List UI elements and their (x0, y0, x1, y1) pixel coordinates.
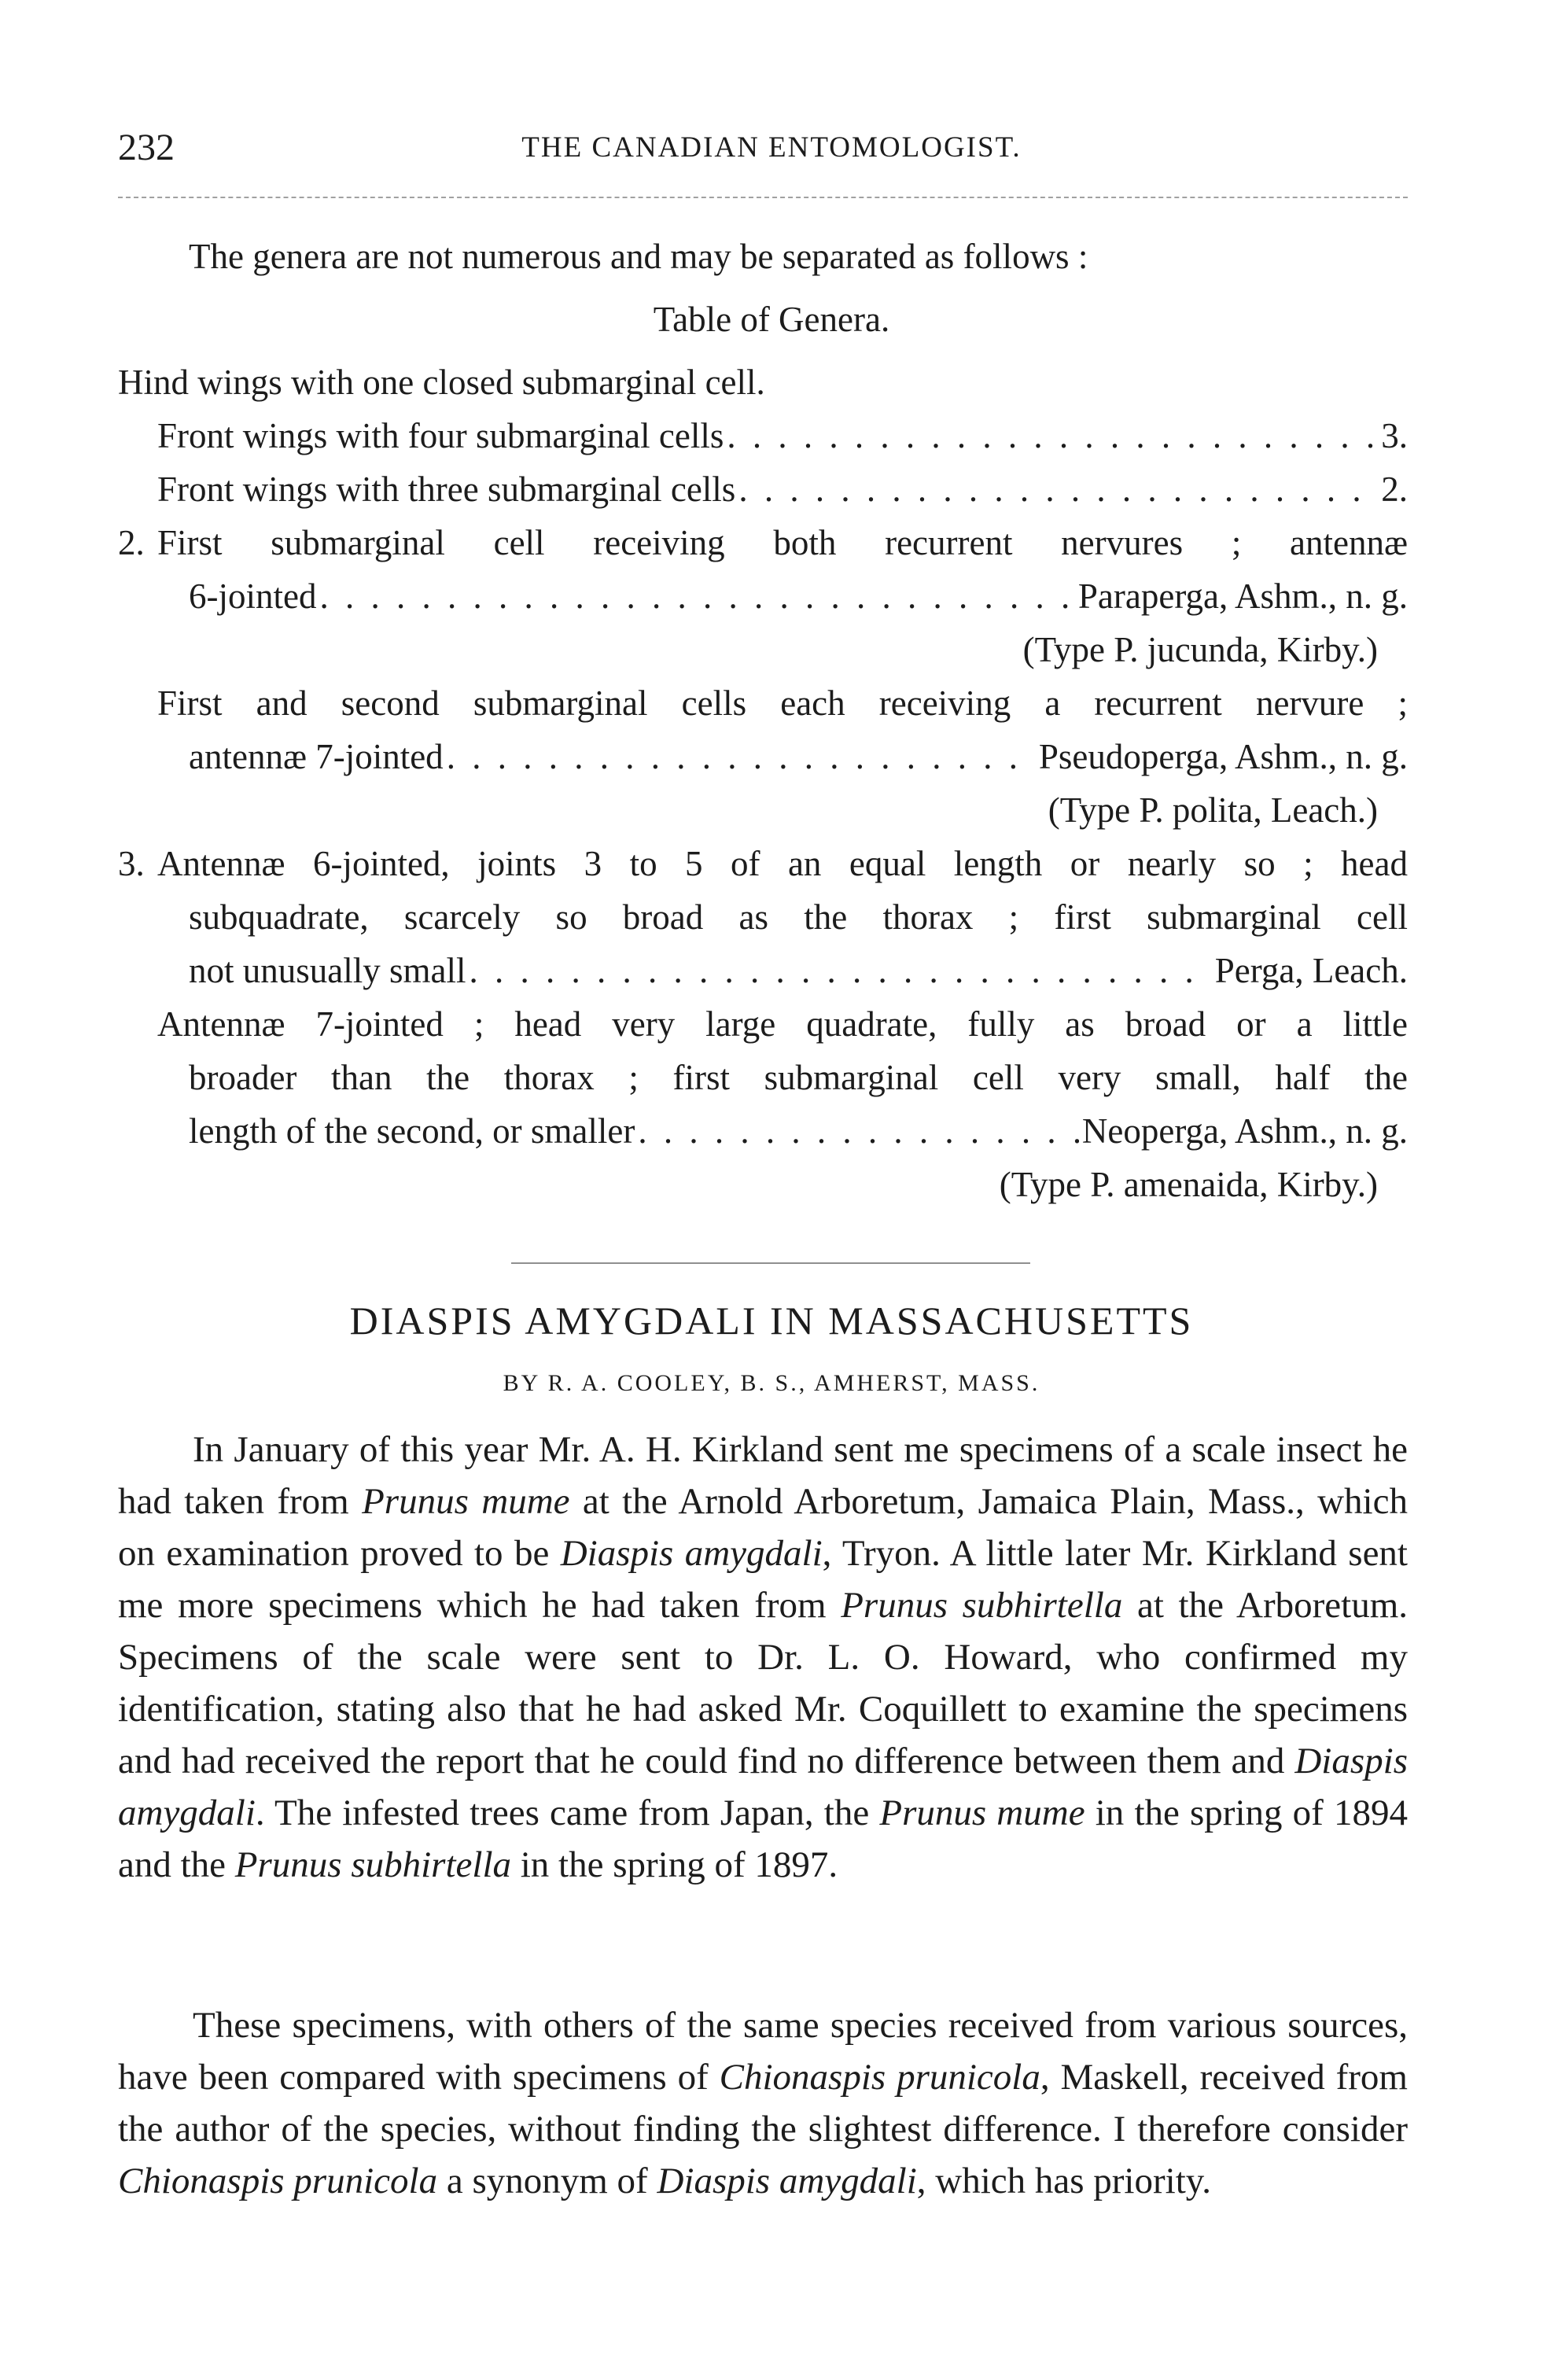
couplet-2a-genus-line (189, 576, 1408, 624)
key-intro: The genera are not numerous and may be separated as follows : (189, 237, 1088, 276)
running-header (0, 126, 1543, 173)
header-rule (118, 197, 1408, 198)
key-line-three-cells (157, 469, 1408, 518)
couplet-2a-line: First submarginal cell receiving both recurrent nervures ; antennæ (157, 523, 1408, 562)
article-body (118, 1424, 1408, 1891)
key-text: not unusually small (189, 951, 466, 990)
species-name: Prunus mume (879, 1792, 1085, 1833)
leader-dots (738, 469, 1378, 510)
couplet-number: 3. (118, 844, 145, 883)
couplet-3b-line: Antennæ 7-jointed ; head very large quadrate, fully as broad or a little (157, 1004, 1408, 1044)
section-separator (511, 1262, 1030, 1264)
couplet-3b-line: broader than the thorax ; first submarginal cell very small, half the (189, 1058, 1408, 1097)
couplet-2b-genus-line (189, 736, 1408, 785)
couplet-number: 2. (118, 523, 145, 562)
running-title: THE CANADIAN ENTOMOLOGIST. (521, 131, 1022, 164)
species-name: Diaspis amygdali (657, 2161, 917, 2201)
species-name: Diaspis amygdali (118, 1741, 1408, 1833)
genus-name: Paraperga, Ashm., n. g. (1077, 577, 1408, 616)
genus-name: Pseudoperga, Ashm., n. g. (1038, 737, 1408, 776)
key-line-hind-wings: Hind wings with one closed submarginal cell. (118, 363, 765, 402)
couplet-3a-genus-line (189, 950, 1408, 999)
table-title: Table of Genera. (653, 300, 890, 339)
key-text: 6-jointed (189, 577, 317, 616)
leader-dots (470, 950, 1212, 991)
leader-dots (319, 576, 1074, 617)
leader-dots (447, 736, 1036, 777)
key-line-four-cells (157, 415, 1408, 464)
couplet-3a-line: Antennæ 6-jointed, joints 3 to 5 of an equal length or nearly so ; head (157, 844, 1408, 883)
type-species: (Type P. amenaida, Kirby.) (999, 1165, 1378, 1204)
species-name: Diaspis amygdali (560, 1533, 823, 1574)
article-byline: BY R. A. COOLEY, B. S., AMHERST, MASS. (503, 1370, 1040, 1396)
leader-dots (727, 415, 1378, 456)
couplet-2b-line: First and second submarginal cells each receiving a recurrent nervure ; (157, 683, 1408, 723)
species-name: Chionaspis prunicola (118, 2161, 438, 2201)
paragraph-2: These specimens, with others of the same species received from various sources, have been compared with specimens of Chionaspis prunicola, Maskell, received from the author of the species, without finding the slightest difference. I therefore consider Chionaspis prunicola a synonym of Diaspis amygdali, which has priority. (118, 2005, 1408, 2201)
page-number: 232 (118, 127, 175, 168)
key-text: Front wings with four submarginal cells (157, 416, 724, 455)
article-body-2 (118, 1999, 1408, 2207)
couplet-3b-genus-line (189, 1111, 1408, 1159)
leader-dots (638, 1111, 1079, 1151)
species-name: Prunus subhirtella (841, 1585, 1123, 1626)
genus-name: Perga, Leach. (1214, 951, 1408, 990)
key-text: antennæ 7-jointed (189, 737, 444, 776)
couplet-3a-line: subquadrate, scarcely so broad as the thorax ; first submarginal cell (189, 897, 1408, 937)
key-text: Front wings with three submarginal cells (157, 470, 736, 509)
type-species: (Type P. jucunda, Kirby.) (1022, 630, 1378, 669)
species-name: Prunus mume (362, 1481, 570, 1522)
species-name: Prunus subhirtella (234, 1844, 511, 1885)
key-reference: 2. (1381, 470, 1408, 509)
key-reference: 3. (1381, 416, 1408, 455)
paragraph-1: In January of this year Mr. A. H. Kirkland sent me specimens of a scale insect he had taken from Prunus mume at the Arnold Arboretum, Jamaica Plain, Mass., which on examination proved to be Diaspis amygdali, Tryon. A little later Mr. Kirkland sent me more specimens which he had taken from Prunus subhirtella at the Arboretum. Specimens of the scale were sent to Dr. L. O. Howard, who confirmed my identification, stating also that he had asked Mr. Coquillett to examine the specimens and had received the report that he could find no difference between them and Diaspis amygdali. The infested trees came from Japan, the Prunus mume in the spring of 1894 and the Prunus subhirtella in the spring of 1897. (118, 1429, 1408, 1885)
type-species: (Type P. polita, Leach.) (1048, 790, 1378, 830)
article-title: DIASPIS AMYGDALI IN MASSACHUSETTS (349, 1299, 1194, 1343)
key-text: length of the second, or smaller (189, 1111, 635, 1151)
species-name: Chionaspis prunicola (719, 2057, 1040, 2098)
genus-name: Neoperga, Ashm., n. g. (1081, 1111, 1408, 1151)
